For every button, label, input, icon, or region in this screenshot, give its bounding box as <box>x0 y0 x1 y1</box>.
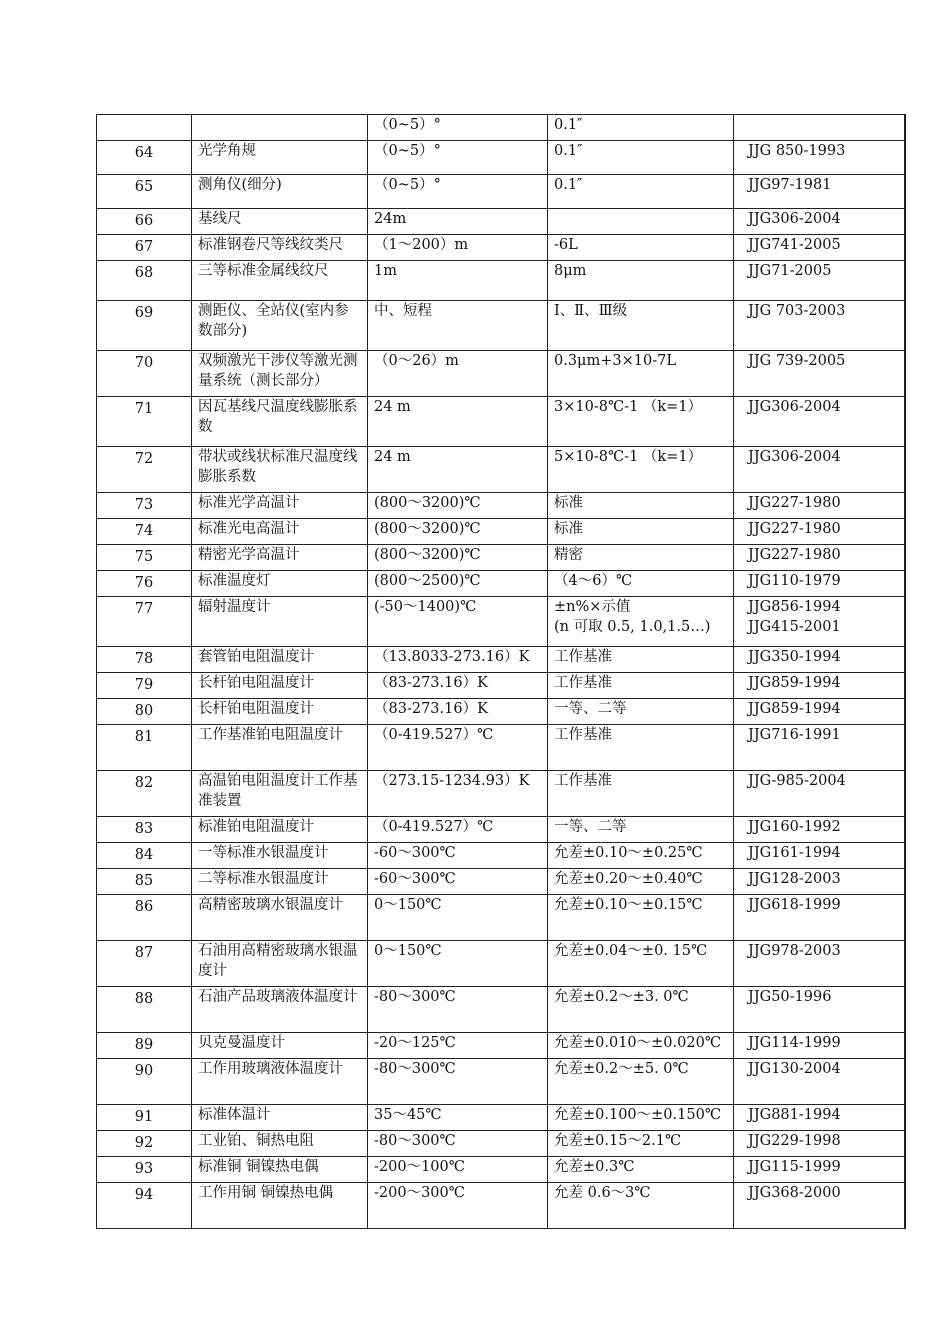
row-number: 91 <box>97 1105 192 1131</box>
table-row <box>97 699 905 725</box>
verification-standard: JJG 739-2005 <box>734 351 905 397</box>
table-row <box>97 817 905 843</box>
instrument-name: 精密光学高温计 <box>192 545 368 571</box>
table-row <box>97 397 905 447</box>
instrument-name: 双频激光干涉仪等激光测量系统（测长部分） <box>192 351 368 397</box>
metrology-table <box>96 114 906 1229</box>
row-number: 74 <box>97 519 192 545</box>
table-row <box>97 235 905 261</box>
row-number <box>97 115 192 141</box>
table-body <box>97 115 905 1229</box>
measurement-range: 中、短程 <box>368 301 548 351</box>
instrument-name: 测角仪(细分) <box>192 175 368 209</box>
verification-standard: JJG859-1994 <box>734 673 905 699</box>
accuracy-grade: 工作基准 <box>548 647 734 673</box>
measurement-range: （0~5）° <box>368 175 548 209</box>
accuracy-grade: 标准 <box>548 519 734 545</box>
measurement-range: (800～2500)℃ <box>368 571 548 597</box>
verification-standard: JJG115-1999 <box>734 1157 905 1183</box>
verification-standard: JJG-985-2004 <box>734 771 905 817</box>
table-row <box>97 141 905 175</box>
measurement-range: （83-273.16）K <box>368 699 548 725</box>
measurement-range: （13.8033-273.16）K <box>368 647 548 673</box>
verification-standard: JJG881-1994 <box>734 1105 905 1131</box>
table-row <box>97 1157 905 1183</box>
verification-standard: JJG856-1994 JJG415-2001 <box>734 597 905 647</box>
table-row <box>97 987 905 1033</box>
accuracy-grade: 允差±0.2～±5. 0℃ <box>548 1059 734 1105</box>
accuracy-grade: 0.1″ <box>548 115 734 141</box>
table-row <box>97 597 905 647</box>
row-number: 69 <box>97 301 192 351</box>
instrument-name: 高精密玻璃水银温度计 <box>192 895 368 941</box>
instrument-name: 石油产品玻璃液体温度计 <box>192 987 368 1033</box>
verification-standard: JJG161-1994 <box>734 843 905 869</box>
measurement-range: (800～3200)℃ <box>368 519 548 545</box>
table-row <box>97 771 905 817</box>
measurement-range: -60～300℃ <box>368 869 548 895</box>
accuracy-grade: 0.1″ <box>548 175 734 209</box>
accuracy-grade: 工作基准 <box>548 771 734 817</box>
verification-standard: JJG 850-1993 <box>734 141 905 175</box>
table-row <box>97 843 905 869</box>
accuracy-grade <box>548 209 734 235</box>
row-number: 81 <box>97 725 192 771</box>
measurement-range: （273.15-1234.93）K <box>368 771 548 817</box>
row-number: 82 <box>97 771 192 817</box>
instrument-name: 标准温度灯 <box>192 571 368 597</box>
accuracy-grade: 允差±0.10～±0.25℃ <box>548 843 734 869</box>
table-row <box>97 447 905 493</box>
instrument-name: 标准光学高温计 <box>192 493 368 519</box>
accuracy-grade: 标准 <box>548 493 734 519</box>
measurement-range: (800～3200)℃ <box>368 545 548 571</box>
verification-standard: JJG229-1998 <box>734 1131 905 1157</box>
instrument-name: 石油用高精密玻璃水银温度计 <box>192 941 368 987</box>
verification-standard: JJG50-1996 <box>734 987 905 1033</box>
row-number: 78 <box>97 647 192 673</box>
table-row <box>97 1105 905 1131</box>
accuracy-grade: 精密 <box>548 545 734 571</box>
row-number: 94 <box>97 1183 192 1229</box>
verification-standard: JJG 703-2003 <box>734 301 905 351</box>
measurement-range: （0-419.527）℃ <box>368 817 548 843</box>
table-row <box>97 1183 905 1229</box>
verification-standard: JJG716-1991 <box>734 725 905 771</box>
instrument-name: 工作用玻璃液体温度计 <box>192 1059 368 1105</box>
instrument-name: 带状或线状标准尺温度线膨胀系数 <box>192 447 368 493</box>
row-number: 89 <box>97 1033 192 1059</box>
accuracy-grade: 允差±0.10～±0.15℃ <box>548 895 734 941</box>
measurement-range: （1～200）m <box>368 235 548 261</box>
row-number: 70 <box>97 351 192 397</box>
table-row <box>97 519 905 545</box>
measurement-range: （83-273.16）K <box>368 673 548 699</box>
measurement-range: 24m <box>368 209 548 235</box>
instrument-name: 标准钢卷尺等线纹类尺 <box>192 235 368 261</box>
instrument-name: 标准光电高温计 <box>192 519 368 545</box>
verification-standard: JJG859-1994 <box>734 699 905 725</box>
accuracy-grade: ±n%×示值 (n 可取 0.5, 1.0,1.5…) <box>548 597 734 647</box>
table-row <box>97 351 905 397</box>
verification-standard: JJG978-2003 <box>734 941 905 987</box>
row-number: 83 <box>97 817 192 843</box>
row-number: 88 <box>97 987 192 1033</box>
accuracy-grade: 一等、二等 <box>548 817 734 843</box>
row-number: 72 <box>97 447 192 493</box>
table-row <box>97 941 905 987</box>
instrument-name: 因瓦基线尺温度线膨胀系数 <box>192 397 368 447</box>
row-number: 68 <box>97 261 192 301</box>
table-row <box>97 209 905 235</box>
accuracy-grade: 允差±0.20～±0.40℃ <box>548 869 734 895</box>
verification-standard: JJG227-1980 <box>734 545 905 571</box>
instrument-name: 基线尺 <box>192 209 368 235</box>
verification-standard <box>734 115 905 141</box>
instrument-name: 套管铂电阻温度计 <box>192 647 368 673</box>
measurement-range: 1m <box>368 261 548 301</box>
instrument-name: 辐射温度计 <box>192 597 368 647</box>
table-row <box>97 647 905 673</box>
instrument-name: 贝克曼温度计 <box>192 1033 368 1059</box>
verification-standard: JJG71-2005 <box>734 261 905 301</box>
table-row <box>97 545 905 571</box>
row-number: 87 <box>97 941 192 987</box>
verification-standard: JJG306-2004 <box>734 397 905 447</box>
accuracy-grade: 一等、二等 <box>548 699 734 725</box>
accuracy-grade: -6L <box>548 235 734 261</box>
accuracy-grade: 0.3μm+3×10-7L <box>548 351 734 397</box>
row-number: 73 <box>97 493 192 519</box>
verification-standard: JJG350-1994 <box>734 647 905 673</box>
measurement-range: -200～300℃ <box>368 1183 548 1229</box>
accuracy-grade: Ⅰ、Ⅱ、Ⅲ级 <box>548 301 734 351</box>
instrument-name: 长杆铂电阻温度计 <box>192 673 368 699</box>
verification-standard: JJG110-1979 <box>734 571 905 597</box>
instrument-name: 标准铂电阻温度计 <box>192 817 368 843</box>
table-row <box>97 493 905 519</box>
measurement-range: -60～300℃ <box>368 843 548 869</box>
row-number: 86 <box>97 895 192 941</box>
measurement-range: （0~5）° <box>368 141 548 175</box>
instrument-name <box>192 115 368 141</box>
verification-standard: JJG97-1981 <box>734 175 905 209</box>
measurement-range: 0～150℃ <box>368 941 548 987</box>
instrument-name: 工业铂、铜热电阻 <box>192 1131 368 1157</box>
instrument-name: 二等标准水银温度计 <box>192 869 368 895</box>
row-number: 77 <box>97 597 192 647</box>
measurement-range: 24 m <box>368 397 548 447</box>
accuracy-grade: 允差 0.6～3℃ <box>548 1183 734 1229</box>
verification-standard: JJG160-1992 <box>734 817 905 843</box>
instrument-name: 三等标准金属线纹尺 <box>192 261 368 301</box>
accuracy-grade: 允差±0.100～±0.150℃ <box>548 1105 734 1131</box>
measurement-range: （0～26）m <box>368 351 548 397</box>
accuracy-grade: 允差±0.04～±0. 15℃ <box>548 941 734 987</box>
accuracy-grade: 5×10-8℃-1 （k=1） <box>548 447 734 493</box>
accuracy-grade: 允差±0.3℃ <box>548 1157 734 1183</box>
row-number: 80 <box>97 699 192 725</box>
verification-standard: JJG368-2000 <box>734 1183 905 1229</box>
table-row <box>97 571 905 597</box>
verification-standard: JJG227-1980 <box>734 519 905 545</box>
measurement-range: 0～150℃ <box>368 895 548 941</box>
accuracy-grade: 8μm <box>548 261 734 301</box>
table-row <box>97 261 905 301</box>
instrument-name: 工作基准铂电阻温度计 <box>192 725 368 771</box>
table-row <box>97 1059 905 1105</box>
measurement-range: -80～300℃ <box>368 1059 548 1105</box>
verification-standard: JJG306-2004 <box>734 209 905 235</box>
row-number: 76 <box>97 571 192 597</box>
accuracy-grade: 允差±0.2～±3. 0℃ <box>548 987 734 1033</box>
verification-standard: JJG618-1999 <box>734 895 905 941</box>
row-number: 75 <box>97 545 192 571</box>
row-number: 66 <box>97 209 192 235</box>
instrument-name: 高温铂电阻温度计工作基准装置 <box>192 771 368 817</box>
row-number: 92 <box>97 1131 192 1157</box>
table-row <box>97 301 905 351</box>
row-number: 90 <box>97 1059 192 1105</box>
instrument-name: 测距仪、全站仪(室内参数部分) <box>192 301 368 351</box>
measurement-range: -80～300℃ <box>368 987 548 1033</box>
verification-standard: JJG130-2004 <box>734 1059 905 1105</box>
row-number: 64 <box>97 141 192 175</box>
instrument-name: 光学角规 <box>192 141 368 175</box>
verification-standard: JJG741-2005 <box>734 235 905 261</box>
instrument-name: 长杆铂电阻温度计 <box>192 699 368 725</box>
row-number: 85 <box>97 869 192 895</box>
row-number: 65 <box>97 175 192 209</box>
measurement-range: -20～125℃ <box>368 1033 548 1059</box>
verification-standard: JJG306-2004 <box>734 447 905 493</box>
instrument-name: 工作用铜 铜镍热电偶 <box>192 1183 368 1229</box>
accuracy-grade: 3×10-8℃-1 （k=1） <box>548 397 734 447</box>
measurement-range: 35～45℃ <box>368 1105 548 1131</box>
measurement-range: -80～300℃ <box>368 1131 548 1157</box>
measurement-range: 24 m <box>368 447 548 493</box>
row-number: 84 <box>97 843 192 869</box>
accuracy-grade: 0.1″ <box>548 141 734 175</box>
verification-standard: JJG128-2003 <box>734 869 905 895</box>
table-row <box>97 673 905 699</box>
table-row <box>97 1131 905 1157</box>
row-number: 93 <box>97 1157 192 1183</box>
accuracy-grade: 工作基准 <box>548 673 734 699</box>
table-row <box>97 725 905 771</box>
measurement-range: （0~5）° <box>368 115 548 141</box>
measurement-range: （0-419.527）℃ <box>368 725 548 771</box>
table-row <box>97 115 905 141</box>
table-row <box>97 175 905 209</box>
row-number: 71 <box>97 397 192 447</box>
instrument-name: 一等标准水银温度计 <box>192 843 368 869</box>
verification-standard: JJG227-1980 <box>734 493 905 519</box>
measurement-range: -200～100℃ <box>368 1157 548 1183</box>
row-number: 79 <box>97 673 192 699</box>
verification-standard: JJG114-1999 <box>734 1033 905 1059</box>
instrument-name: 标准体温计 <box>192 1105 368 1131</box>
table-row <box>97 895 905 941</box>
accuracy-grade: 工作基准 <box>548 725 734 771</box>
accuracy-grade: 允差±0.15～2.1℃ <box>548 1131 734 1157</box>
accuracy-grade: （4～6）℃ <box>548 571 734 597</box>
instrument-name: 标准铜 铜镍热电偶 <box>192 1157 368 1183</box>
measurement-range: (800～3200)℃ <box>368 493 548 519</box>
row-number: 67 <box>97 235 192 261</box>
table-row <box>97 1033 905 1059</box>
table-row <box>97 869 905 895</box>
measurement-range: (-50～1400)℃ <box>368 597 548 647</box>
accuracy-grade: 允差±0.010～±0.020℃ <box>548 1033 734 1059</box>
